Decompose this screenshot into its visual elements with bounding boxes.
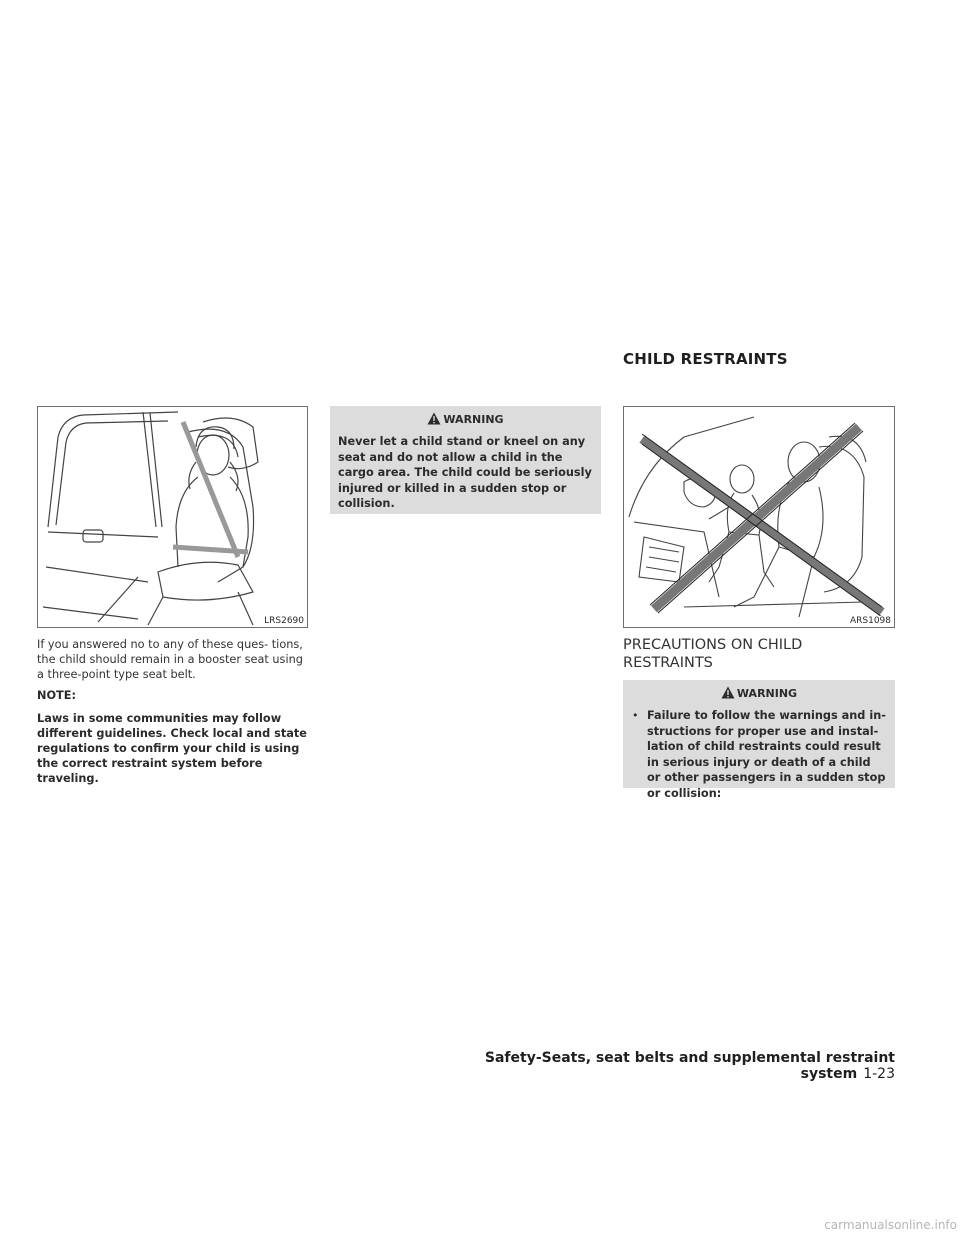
figure-label: LRS2690 — [264, 616, 304, 626]
booster-seat-illustration — [38, 407, 307, 627]
warning-text: Never let a child stand or kneel on any seat and do not allow a child in the cargo area. The child could be seriously injured or killed in a sudden stop or collision. — [338, 435, 592, 510]
page-footer — [420, 1050, 895, 1082]
warning-title: WARNING — [736, 687, 798, 700]
page-number: 1-23 — [863, 1066, 895, 1082]
warning-header — [623, 680, 895, 704]
chapter-title: Safety-Seats, seat belts and supplemental restraint system — [484, 1050, 895, 1082]
warning-box-standing — [330, 406, 601, 514]
watermark: carmanualsonline.info — [824, 1218, 957, 1232]
child-standing-illustration — [624, 407, 894, 627]
warning-bullet — [623, 704, 895, 801]
warning-text: Failure to follow the warnings and in- structions for proper use and instal- lation of child restraints could result in serious injury or death of a child or other passengers in a sudden stop or collision: — [647, 709, 886, 800]
answer-paragraph: If you answered no to any of these ques- tions, the child should remain in a booster seat using a three-point type seat belt. — [37, 638, 303, 681]
warning-box-precautions — [623, 680, 895, 800]
warning-icon — [721, 686, 735, 699]
warning-header — [330, 406, 601, 430]
figure-child-standing-prohibited — [623, 406, 895, 628]
section-title: CHILD RESTRAINTS — [623, 350, 788, 368]
warning-title: WARNING — [443, 413, 504, 426]
bullet-marker: • — [632, 709, 639, 722]
note-title: NOTE: — [37, 689, 76, 702]
figure-label: ARS1098 — [849, 616, 891, 626]
precautions-heading: PRECAUTIONS ON CHILD RESTRAINTS — [623, 637, 803, 671]
figure-booster-seat — [37, 406, 308, 628]
warning-icon — [427, 412, 441, 425]
note-text: Laws in some communities may follow different guidelines. Check local and state regulations to confirm your child is using the correct restraint system before traveling. — [37, 712, 307, 785]
